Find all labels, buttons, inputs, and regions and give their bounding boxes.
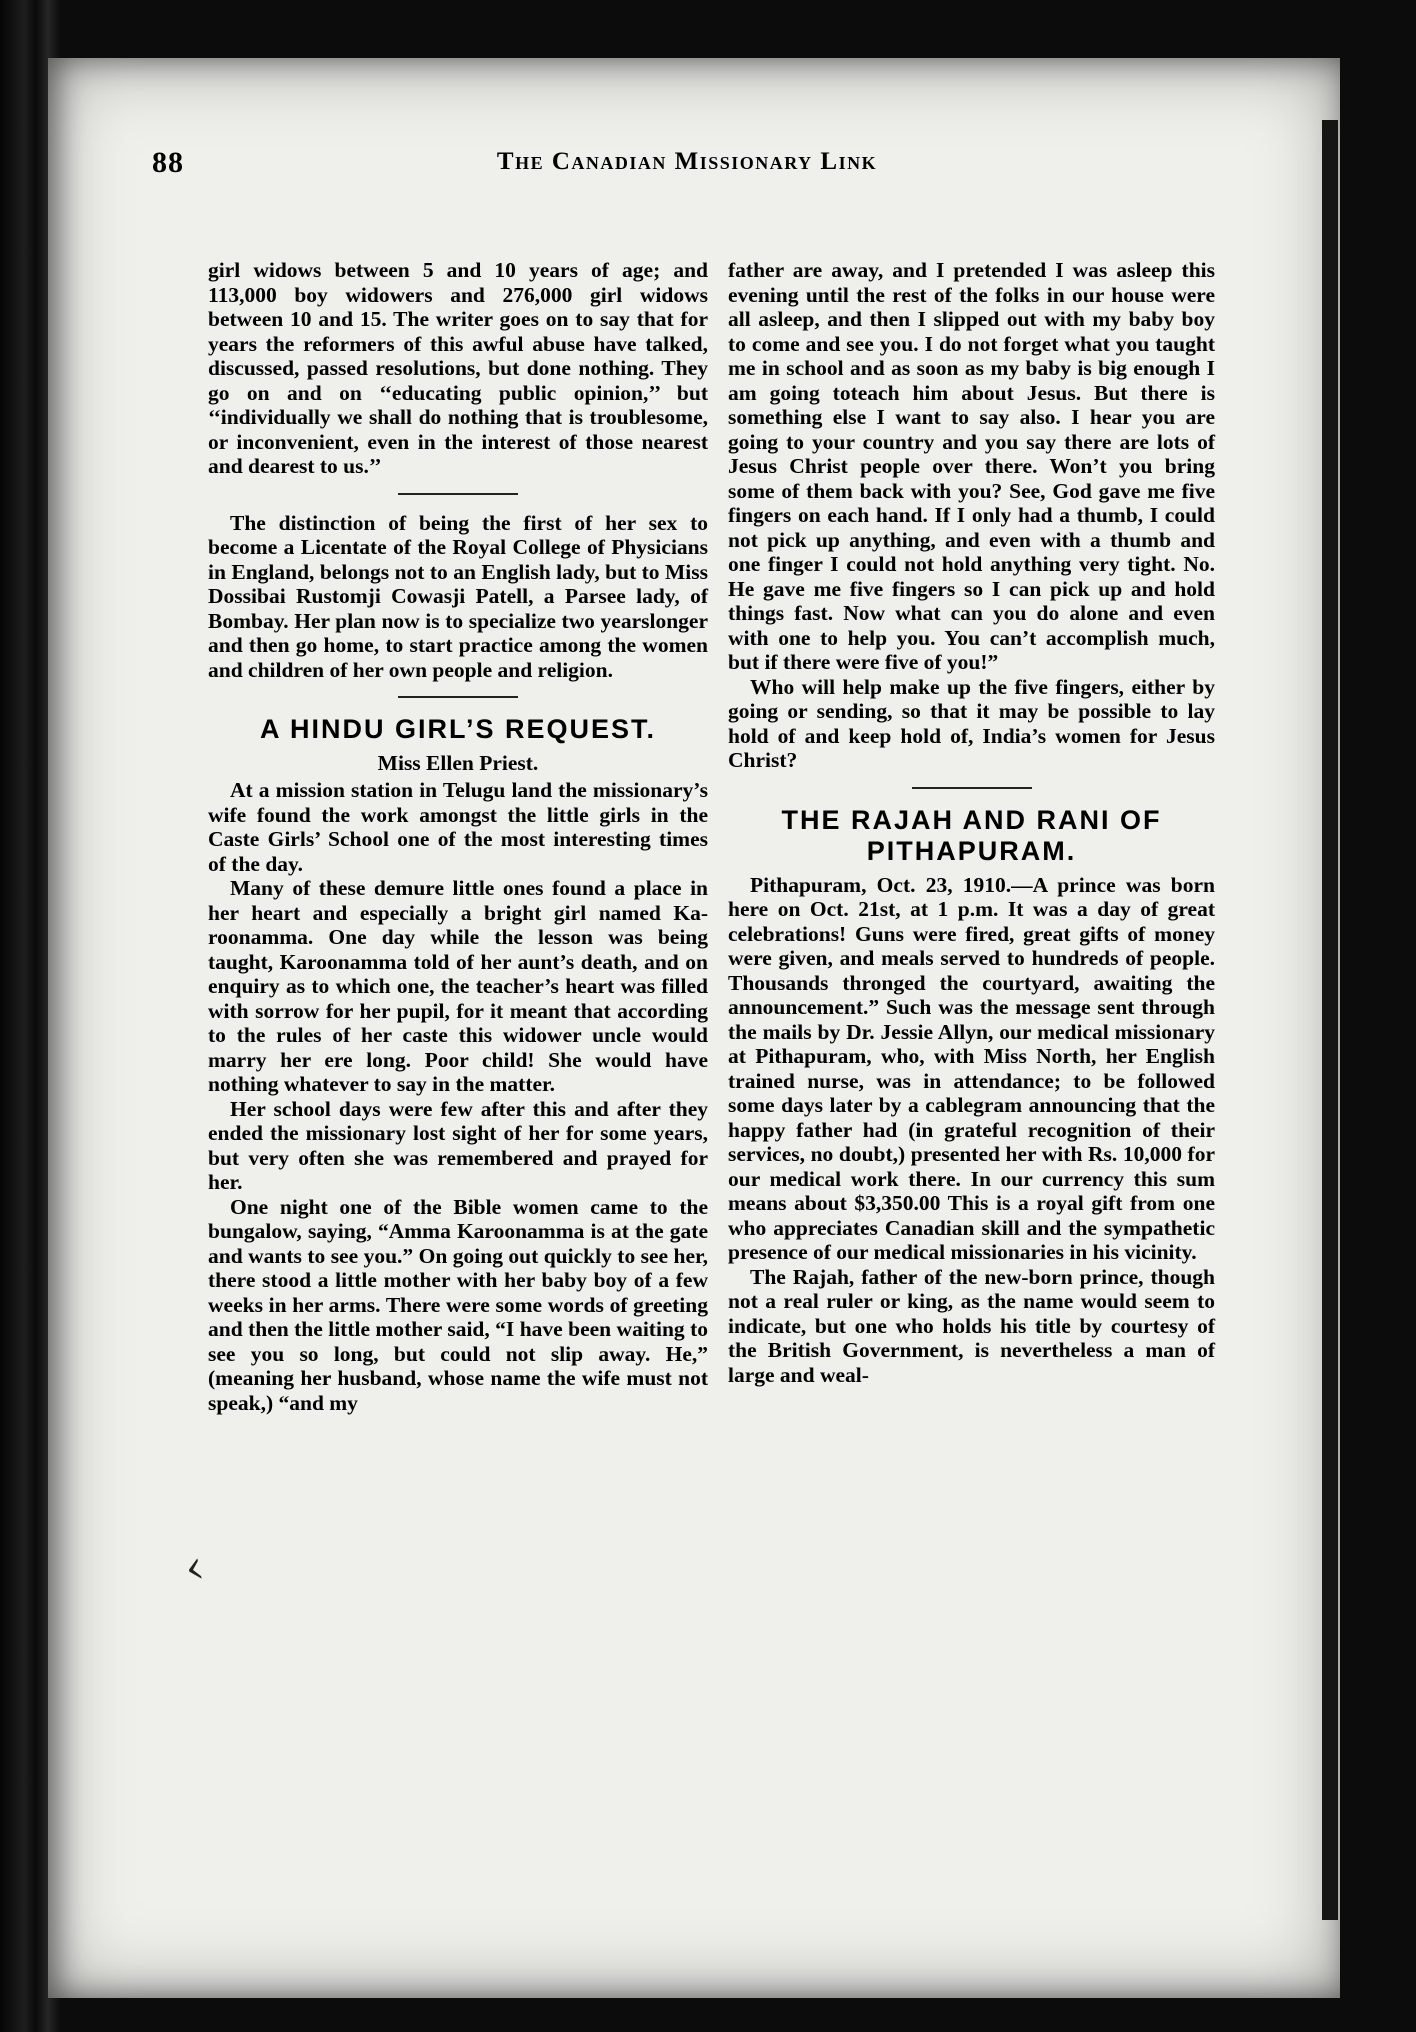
paragraph: father are away, and I pretended I was asleep this evening until the rest of the folks in our house were all asleep, and then I slipped out with my baby boy to come and see you. I do not forget what you taught me in school and as soon as my baby is big enough I am going toteach him about Jesus. But there is something else I want to say also. I hear you are going to your country and you say there are lots of Jesus Christ people over there. Won’t you bring some of them back with you? See, God gave me five fingers on each hand. If I only had a thumb, I could not pick up anything, and even with a thumb and one finger I could not hold anything very tight. No. He gave me five fingers so I can pick up and hold things fast. Now what can you do alone and even with one to help you. You can’t accomplish much, but if there were five of you!” — [728, 258, 1215, 674]
article-title: A HINDU GIRL’S REQUEST. — [259, 714, 657, 744]
page-number: 88 — [152, 146, 184, 179]
running-head — [152, 146, 1212, 190]
paragraph: Many of these demure little ones found a place in her heart and especially a bright girl named Ka-roonamma. One day while the lesson was being taught, Karoonamma told of her aunt’s death, and on enquiry as to which one, the teacher’s heart was filled with sorrow for her pupil, for it meant that according to the rules of her caste this widower uncle would marry her ere long. Poor child! She would have nothing whatever to say in the matter. — [208, 876, 708, 1096]
page-edge-shadow — [1322, 120, 1338, 1920]
paragraph: The distinction of being the first of her sex to become a Licentate of the Royal College of Physicians in England, belongs not to an English lady, but to Miss Dossibai Rustomji Cowasji Patell, a Parsee lady, of Bombay. Her plan now is to specialize two yearslonger and then go home, to start practice among the women and children of her own people and religion. — [208, 510, 708, 682]
divider — [398, 696, 518, 698]
divider — [912, 787, 1032, 789]
paragraph: Who will help make up the five fingers, either by going or sending, so that it may be possible to lay hold of and keep hold of, India’s women for Jesus Christ? — [728, 674, 1215, 772]
article-title: THE RAJAH AND RANI OF PITHAPURAM. — [781, 804, 1162, 866]
journal-title: The Canadian Missionary Link — [496, 148, 878, 175]
paragraph: The Rajah, father of the new-born prince, though not a real ruler or king, as the name would seem to indicate, but one who holds his title by courtesy of the British Government, is nevertheless a man of large and weal- — [728, 1264, 1215, 1387]
paragraph: One night one of the Bible women came to the bungalow, saying, “Amma Karoonamma is at the gate and wants to see you.” On going out quickly to see her, there stood a little mother with her baby boy of a few weeks in her arms. There were some words of greeting and then the little mother said, “I have been waiting to see you so long, but could not slip away. He,” (meaning her husband, whose name the wife must not speak,) “and my — [208, 1194, 708, 1415]
margin-pencil-mark-icon: ‹ — [179, 1538, 209, 1596]
left-column — [208, 258, 708, 1415]
right-column — [728, 258, 1215, 1387]
paragraph: Her school days were few after this and after they ended the missionary lost sight of her for some years, but very often she was remembered and prayed for her. — [208, 1096, 708, 1194]
paragraph: girl widows between 5 and 10 years of age; and 113,000 boy widowers and 276,000 girl widows between 10 and 15. The writer goes on to say that for years the reformers of this awful abuse have talked, discussed, passed resolutions, but done nothing. They go on and on ‘‘educating public opinion,’’ but ‘‘individually we shall do nothing that is troublesome, or inconvenient, even in the interest of those nearest and dearest to us.’’ — [208, 258, 708, 478]
paragraph: At a mission station in Telugu land the missionary’s wife found the work amongst the little girls in the Caste Girls’ School one of the most interesting times of the day. — [208, 778, 708, 876]
divider — [398, 493, 518, 495]
paragraph: Pithapuram, Oct. 23, 1910.—A prince was born here on Oct. 21st, at 1 p.m. It was a day of great celebrations! Guns were fired, great gifts of money were given, and meals served to hundreds of people. Thousands thronged the courtyard, awaiting the announcement.” Such was the message sent through the mails by Dr. Jessie Allyn, our medical missionary at Pithapuram, who, with Miss North, her English trained nurse, was in attendance; to be followed some days later by a cablegram announcing that the happy father had (in grateful recognition of their services, no doubt,) presented her with Rs. 10,000 for our medical work there. In our currency this sum means about $3,350.00 This is a royal gift from one who appreciates Canadian skill and the sympathetic presence of our medical missionaries in his vicinity. — [728, 872, 1215, 1264]
article-byline: Miss Ellen Priest. — [377, 751, 539, 775]
